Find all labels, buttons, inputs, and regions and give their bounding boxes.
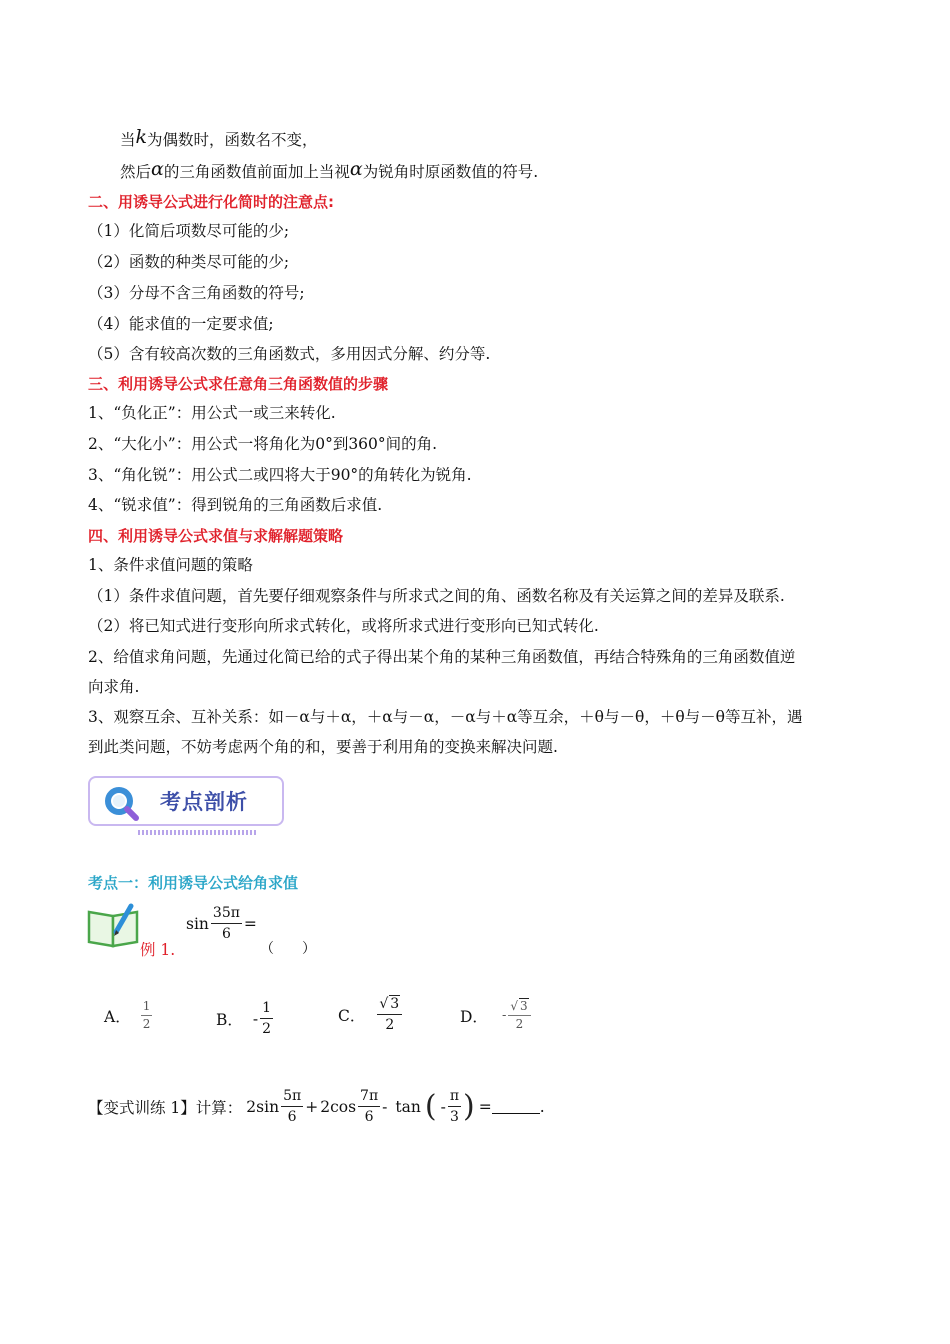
fraction — [141, 1000, 153, 1031]
coefficient: 2 — [246, 1097, 257, 1116]
text-fragment: 为偶数时，函数名不变， — [147, 131, 318, 149]
open-book-icon — [86, 902, 142, 948]
fraction — [508, 1000, 530, 1031]
list-item: 1、“负化正”：用公式一或三来转化. — [88, 404, 336, 422]
option-b[interactable] — [216, 1000, 275, 1037]
numerator: π — [448, 1088, 461, 1107]
section-2-heading: 二、用诱导公式进行化简时的注意点: — [88, 193, 335, 211]
minus-sign: - — [252, 1009, 259, 1028]
paragraph: 2、给值求角问题，先通过化简已给的式子得出某个角的某种三角函数值，再结合特殊角的三角函数值逆 — [88, 648, 796, 666]
minus-sign: - — [501, 1008, 507, 1023]
equals-sign: = — [478, 1097, 492, 1116]
rule-line-sign — [120, 160, 538, 183]
banner-title: 考点剖析 — [160, 790, 248, 814]
variant-label: 【变式训练 1】计算： — [88, 1098, 243, 1117]
sqrt: √ 3 — [379, 996, 400, 1012]
numerator — [377, 996, 402, 1015]
paragraph: （2）将已知式进行变形向所求式转化，或将所求式进行变形向已知式转化. — [88, 617, 599, 635]
period: . — [539, 1097, 545, 1116]
text-fragment: 然后 — [120, 163, 152, 181]
numerator — [508, 1000, 530, 1016]
denominator: 6 — [287, 1109, 297, 1125]
minus-sign: - — [440, 1097, 446, 1116]
numerator: 35π — [211, 905, 242, 924]
fraction — [260, 1000, 273, 1037]
kaodian-1-heading: 考点一：利用诱导公式给角求值 — [88, 874, 299, 892]
math-fn: sin — [256, 1097, 280, 1116]
paragraph: 3、观察互余、互补关系：如－α与＋α，＋α与－α，－α与＋α等互余，＋θ与－θ，＋θ与－θ等互补，遇 — [88, 708, 803, 726]
section-3-heading: 三、利用诱导公式求任意角三角函数值的步骤 — [88, 375, 389, 393]
list-item: （1）化简后项数尽可能的少; — [88, 222, 290, 240]
option-label: B． — [216, 1010, 243, 1029]
section-banner — [88, 776, 288, 834]
math-var-alpha: α — [349, 158, 363, 180]
list-item: 2、“大化小”：用公式一将角化为0°到360°间的角. — [88, 435, 438, 453]
numerator: 5π — [281, 1088, 303, 1107]
option-c[interactable] — [338, 996, 404, 1033]
option-d[interactable] — [460, 1000, 533, 1031]
example-1-label: 例 1. — [140, 941, 176, 959]
option-label: C． — [338, 1006, 366, 1025]
paragraph: 向求角. — [88, 678, 140, 696]
math-var-alpha: α — [151, 158, 164, 180]
list-item: （2）函数的种类尽可能的少; — [88, 253, 290, 271]
radicand: 3 — [520, 999, 528, 1013]
option-label: D． — [460, 1007, 488, 1026]
numerator: 1 — [260, 1000, 273, 1019]
math-fn: cos — [330, 1097, 357, 1116]
list-item: 4、“锐求值”：得到锐角的三角函数后求值. — [88, 496, 383, 514]
plus-sign: + — [305, 1097, 319, 1116]
equals-sign: = — [243, 914, 257, 933]
denominator: 2 — [142, 1017, 151, 1031]
text-fragment: 为锐角时原函数值的符号. — [362, 163, 539, 181]
list-item: （5）含有较高次数的三角函数式，多用因式分解、约分等. — [88, 345, 491, 363]
numerator: 1 — [141, 1000, 153, 1016]
denominator: 6 — [364, 1109, 374, 1125]
right-paren: ) — [463, 1088, 475, 1124]
fraction — [211, 905, 242, 942]
variant-training-1 — [88, 1088, 545, 1125]
paragraph: 到此类问题，不妨考虑两个角的和，要善于利用角的变换来解决问题. — [88, 738, 558, 756]
math-fn: tan — [395, 1097, 421, 1116]
section-4-heading: 四、利用诱导公式求值与求解解题策略 — [88, 527, 344, 545]
text-fragment: 的三角函数值前面加上当视 — [163, 163, 350, 181]
list-item: （3）分母不含三角函数的符号; — [88, 284, 305, 302]
option-a[interactable] — [104, 1000, 154, 1031]
fraction — [281, 1088, 303, 1125]
option-label: A． — [104, 1007, 131, 1026]
magnifier-icon — [102, 784, 142, 824]
math-fn: sin — [186, 914, 209, 933]
sqrt: √ 3 — [510, 999, 528, 1013]
numerator: 7π — [358, 1088, 380, 1107]
rule-line-k-even — [120, 128, 318, 151]
minus-sign: - — [382, 1097, 388, 1116]
fraction — [358, 1088, 380, 1125]
denominator: 6 — [221, 926, 231, 942]
denominator: 2 — [385, 1017, 395, 1033]
paragraph: （1）条件求值问题，首先要仔细观察条件与所求式之间的角、函数名称及有关运算之间的差异及联系. — [88, 587, 785, 605]
banner-stripes — [138, 830, 256, 835]
denominator: 2 — [262, 1021, 272, 1037]
list-item: 3、“角化锐”：用公式二或四将大于90°的角转化为锐角. — [88, 466, 472, 484]
example-1-expression — [186, 905, 257, 942]
coefficient: 2 — [320, 1097, 331, 1116]
math-var-k: k — [135, 126, 148, 148]
list-item: （4）能求值的一定要求值; — [88, 315, 274, 333]
sub-heading: 1、条件求值问题的策略 — [88, 556, 253, 574]
answer-paren: （ ） — [260, 941, 316, 957]
answer-blank[interactable] — [492, 1099, 540, 1114]
denominator: 2 — [515, 1017, 524, 1031]
fraction — [377, 996, 402, 1033]
text-fragment: 当 — [120, 131, 136, 149]
radicand: 3 — [390, 996, 400, 1012]
left-paren: ( — [424, 1088, 437, 1124]
denominator: 3 — [449, 1109, 459, 1125]
fraction — [448, 1088, 461, 1125]
